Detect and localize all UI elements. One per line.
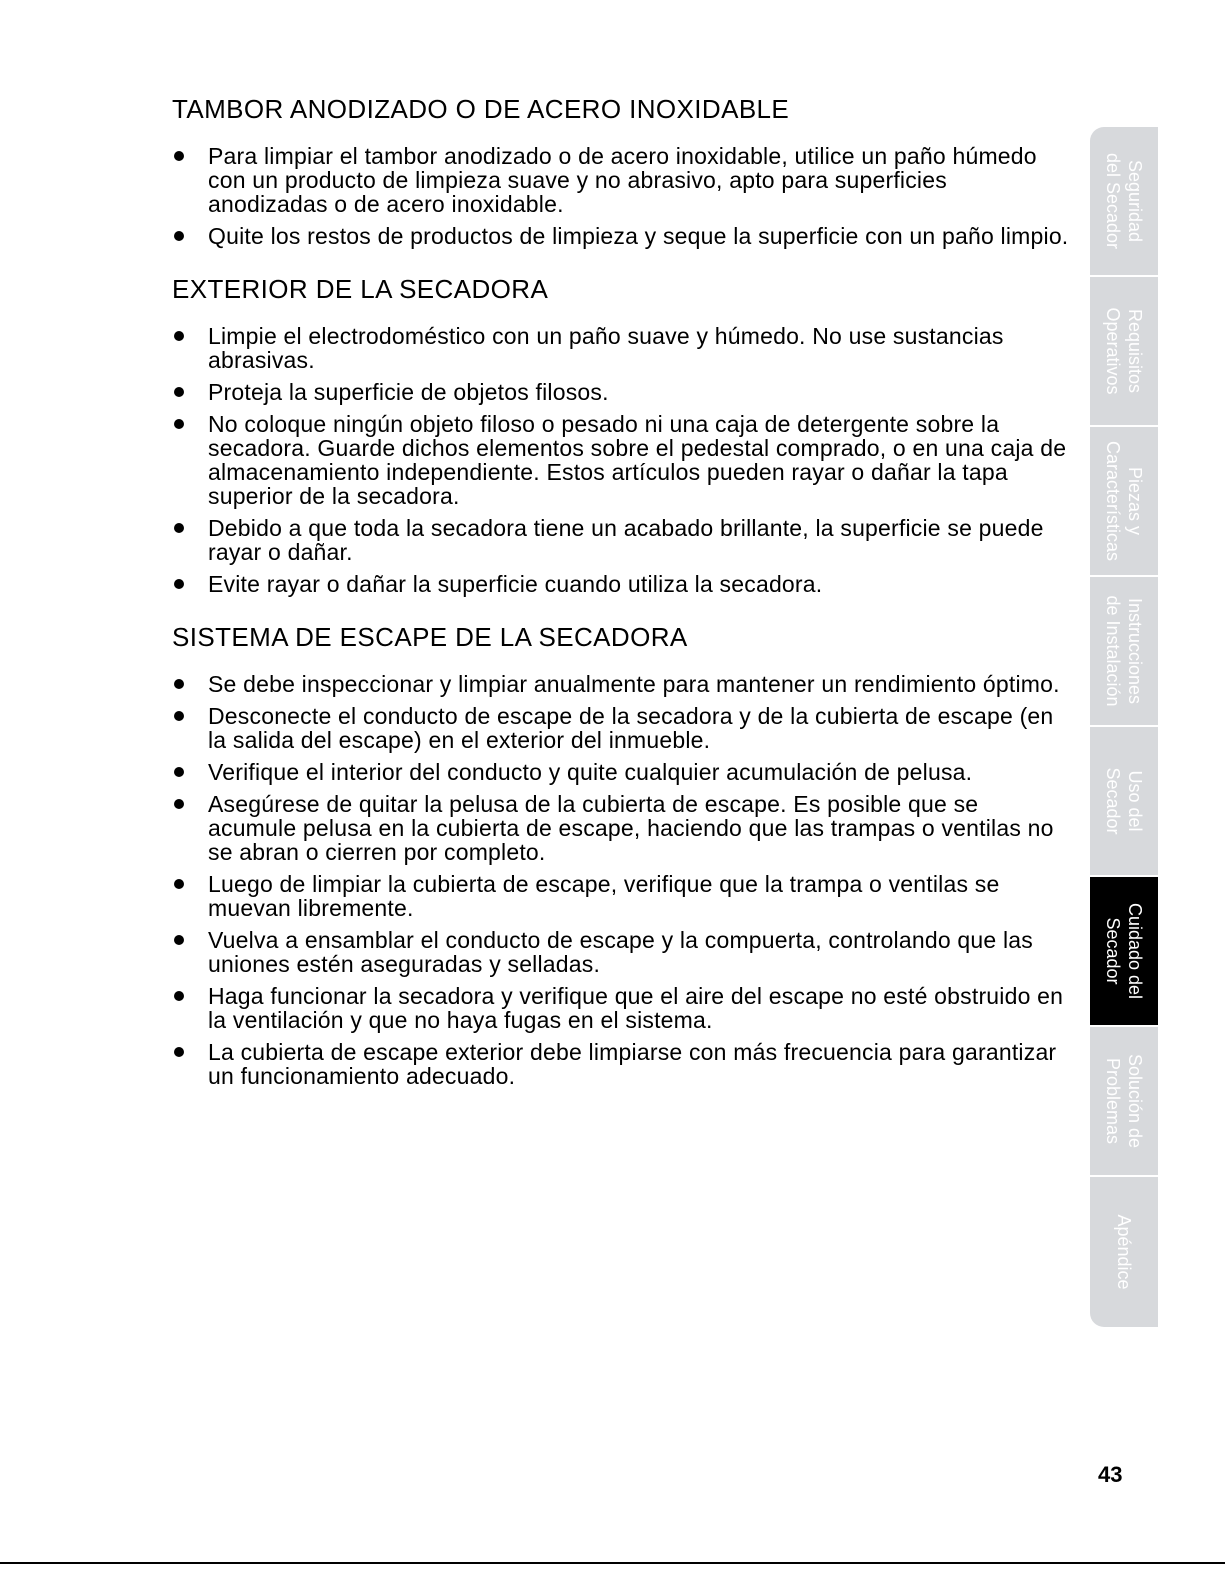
list-item-text: Verifique el interior del conducto y quite cualquier acumulación de pelusa.	[208, 759, 973, 785]
list-item-text: Quite los restos de productos de limpieza y seque la superficie con un paño limpio.	[208, 223, 1069, 249]
list-item-text: Para limpiar el tambor anodizado o de acero inoxidable, utilice un paño húmedo con un producto de limpieza suave y no abrasivo, apto para superficies anodizadas o de acero inoxidable.	[208, 143, 1037, 217]
list-item-text: Se debe inspeccionar y limpiar anualmente para mantener un rendimiento óptimo.	[208, 671, 1060, 697]
bullet-list	[172, 144, 1072, 248]
tab-solucion-de-problemas[interactable]	[1090, 1027, 1158, 1177]
bullet-icon	[174, 231, 184, 241]
list-item-text: Desconecte el conducto de escape de la secadora y de la cubierta de escape (en la salida del escape) en el exterior del inmueble.	[208, 703, 1054, 753]
list-item	[172, 412, 1072, 508]
tab-piezas-y-caracteristicas[interactable]	[1090, 427, 1158, 577]
list-item-text: Asegúrese de quitar la pelusa de la cubierta de escape. Es posible que se acumule pelusa en la cubierta de escape, haciendo que las trampas o ventilas no se abran o cierren por completo.	[208, 791, 1054, 865]
tab-seguridad-del-secador[interactable]	[1090, 127, 1158, 277]
list-item-text: Haga funcionar la secadora y verifique que el aire del escape no esté obstruido en la ventilación y que no haya fugas en el sistema.	[208, 983, 1064, 1033]
list-item	[172, 572, 1072, 596]
list-item-text: Evite rayar o dañar la superficie cuando utiliza la secadora.	[208, 571, 823, 597]
tab-label: Cuidado del Secador	[1103, 902, 1145, 1000]
list-item-text: Limpie el electrodoméstico con un paño suave y húmedo. No use sustancias abrasivas.	[208, 323, 1004, 373]
bullet-list	[172, 324, 1072, 596]
list-item-text: No coloque ningún objeto filoso o pesado ni una caja de detergente sobre la secadora. Guarde dichos elementos sobre el pedestal comprado, o en una caja de almacenamiento independiente. Estos artículos pueden rayar o dañar la tapa superior de la secadora.	[208, 411, 1067, 509]
bullet-icon	[174, 419, 184, 429]
bullet-icon	[174, 387, 184, 397]
list-item	[172, 792, 1072, 864]
bullet-icon	[174, 331, 184, 341]
page-content	[172, 92, 1072, 1112]
section-tambor	[172, 92, 1072, 248]
tab-label: Seguridad del Secador	[1103, 152, 1145, 250]
bullet-icon	[174, 799, 184, 809]
list-item-text: Debido a que toda la secadora tiene un acabado brillante, la superficie se puede rayar o dañar.	[208, 515, 1044, 565]
list-item-text: Vuelva a ensamblar el conducto de escape y la compuerta, controlando que las uniones estén aseguradas y selladas.	[208, 927, 1033, 977]
list-item	[172, 672, 1072, 696]
list-item	[172, 144, 1072, 216]
tab-label: Piezas y Características	[1103, 440, 1145, 562]
section-heading: EXTERIOR DE LA SECADORA	[172, 274, 549, 304]
list-item-text: La cubierta de escape exterior debe limpiarse con más frecuencia para garantizar un funcionamiento adecuado.	[208, 1039, 1057, 1089]
list-item	[172, 516, 1072, 564]
bottom-rule	[0, 1562, 1225, 1564]
bullet-icon	[174, 879, 184, 889]
bullet-icon	[174, 1047, 184, 1057]
list-item	[172, 984, 1072, 1032]
tab-label: Uso del Secador	[1103, 767, 1145, 835]
bullet-icon	[174, 935, 184, 945]
section-escape	[172, 620, 1072, 1088]
section-exterior	[172, 272, 1072, 596]
list-item	[172, 704, 1072, 752]
list-item-text: Proteja la superficie de objetos filosos.	[208, 379, 609, 405]
list-item	[172, 872, 1072, 920]
list-item	[172, 928, 1072, 976]
tab-instrucciones-de-instalacion[interactable]	[1090, 577, 1158, 727]
list-item	[172, 324, 1072, 372]
tab-requisitos-operativos[interactable]	[1090, 277, 1158, 427]
list-item	[172, 224, 1072, 248]
tab-apendice[interactable]	[1090, 1177, 1158, 1327]
tab-label: Instrucciones de Instalación	[1103, 595, 1145, 707]
bullet-icon	[174, 523, 184, 533]
bullet-icon	[174, 151, 184, 161]
bullet-icon	[174, 679, 184, 689]
bullet-icon	[174, 711, 184, 721]
tab-label: Apéndice	[1114, 1214, 1134, 1290]
tab-label: Requisitos Operativos	[1103, 307, 1145, 395]
tab-uso-del-secador[interactable]	[1090, 727, 1158, 877]
bullet-icon	[174, 579, 184, 589]
list-item	[172, 380, 1072, 404]
section-heading: SISTEMA DE ESCAPE DE LA SECADORA	[172, 622, 688, 652]
bullet-list	[172, 672, 1072, 1088]
section-tabs	[1090, 127, 1158, 1327]
bullet-icon	[174, 991, 184, 1001]
section-heading: TAMBOR ANODIZADO O DE ACERO INOXIDABLE	[172, 94, 790, 124]
tab-label: Solución de Problemas	[1103, 1053, 1145, 1149]
page-number: 43	[1098, 1462, 1123, 1487]
list-item-text: Luego de limpiar la cubierta de escape, verifique que la trampa o ventilas se muevan libremente.	[208, 871, 1000, 921]
bullet-icon	[174, 767, 184, 777]
tab-cuidado-del-secador[interactable]	[1090, 877, 1158, 1027]
list-item	[172, 1040, 1072, 1088]
list-item	[172, 760, 1072, 784]
